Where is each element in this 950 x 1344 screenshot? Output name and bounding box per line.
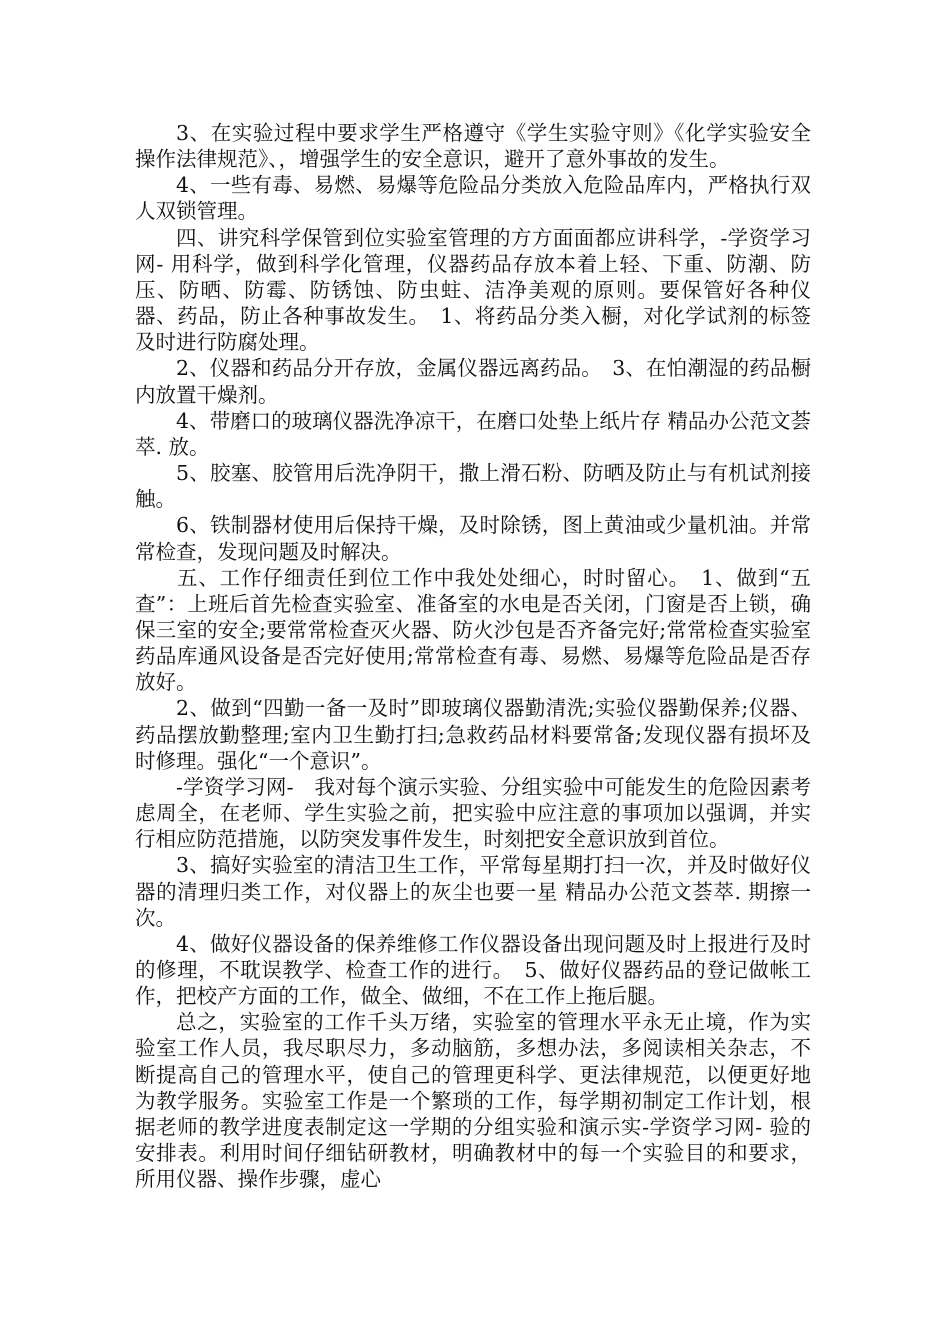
paragraph: 总之，实验室的工作千头万绪，实验室的管理水平永无止境，作为实验室工作人员，我尽职尽力，多动脑筋，多想办法，多阅读相关杂志，不断提高自己的管理水平，使自己的管理更科学、更法律规范，以便更好地为教学服务。实验室工作是一个繁琐的工作，每学期初制定工作计划，根据老师的教学进度表制定这一学期的分组实验和演示实-学资学习网- 验的安排表。利用时间仔细钻研教材，明确教材中的每一个实验目的和要求，所用仪器、操作步骤，虚心 (135, 1010, 811, 1192)
paragraph: 四、讲究科学保管到位实验室管理的方方面面都应讲科学，-学资学习网- 用科学，做到科学化管理，仪器药品存放本着上轻、下重、防潮、防压、防晒、防霉、防锈蚀、防虫蛀、洁净美观的原则。要保管好各种仪器、药品，防止各种事故发生。 1、将药品分类入橱，对化学试剂的标签及时进行防腐处理。 (135, 225, 811, 355)
paragraph: 4、带磨口的玻璃仪器洗净凉干，在磨口处垫上纸片存 精品办公范文荟萃. 放。 (135, 408, 811, 459)
paragraph: 2、仪器和药品分开存放，金属仪器远离药品。 3、在怕潮湿的药品橱内放置干燥剂。 (135, 356, 811, 407)
paragraph: 3、搞好实验室的清洁卫生工作，平常每星期打扫一次，并及时做好仪器的清理归类工作，对仪器上的灰尘也要一星 精品办公范文荟萃. 期擦一次。 (135, 853, 811, 930)
paragraph: 5、胶塞、胶管用后洗净阴干，撒上滑石粉、防晒及防止与有机试剂接触。 (135, 461, 811, 512)
paragraph: 4、做好仪器设备的保养维修工作仪器设备出现问题及时上报进行及时的修理，不耽误教学、检查工作的进行。 5、做好仪器药品的登记做帐工作，把校产方面的工作，做全、做细，不在工作上拖后腿。 (135, 931, 811, 1009)
paragraph: 6、铁制器材使用后保持干燥，及时除锈，图上黄油或少量机油。并常常检查，发现问题及时解决。 (135, 513, 811, 564)
paragraph: 3、在实验过程中要求学生严格遵守《学生实验守则》《化学实验安全操作法律规范》、，增强学生的安全意识，避开了意外事故的发生。 (135, 121, 811, 172)
paragraph: -学资学习网- 我对每个演示实验、分组实验中可能发生的危险因素考虑周全，在老师、学生实验之前，把实验中应注意的事项加以强调，并实行相应防范措施，以防突发事件发生，时刻把安全意识放到首位。 (135, 774, 811, 852)
paragraph: 五、工作仔细责任到位工作中我处处细心，时时留心。 1、做到“五查”：上班后首先检查实验室、准备室的水电是否关闭，门窗是否上锁，确保三室的安全;要常常检查灭火器、防火沙包是否齐备完好;常常检查实验室药品库通风设备是否完好使用;常常检查有毒、易燃、易爆等危险品是否存放好。 (135, 565, 811, 695)
paragraph: 2、做到“四勤一备一及时”即玻璃仪器勤清洗;实验仪器勤保养;仪器、药品摆放勤整理;室内卫生勤打扫;急救药品材料要常备;发现仪器有损坏及时修理。强化“一个意识”。 (135, 696, 811, 773)
paragraph: 4、一些有毒、易燃、易爆等危险品分类放入危险品库内，严格执行双人双锁管理。 (135, 173, 811, 224)
document-page (135, 120, 811, 1192)
